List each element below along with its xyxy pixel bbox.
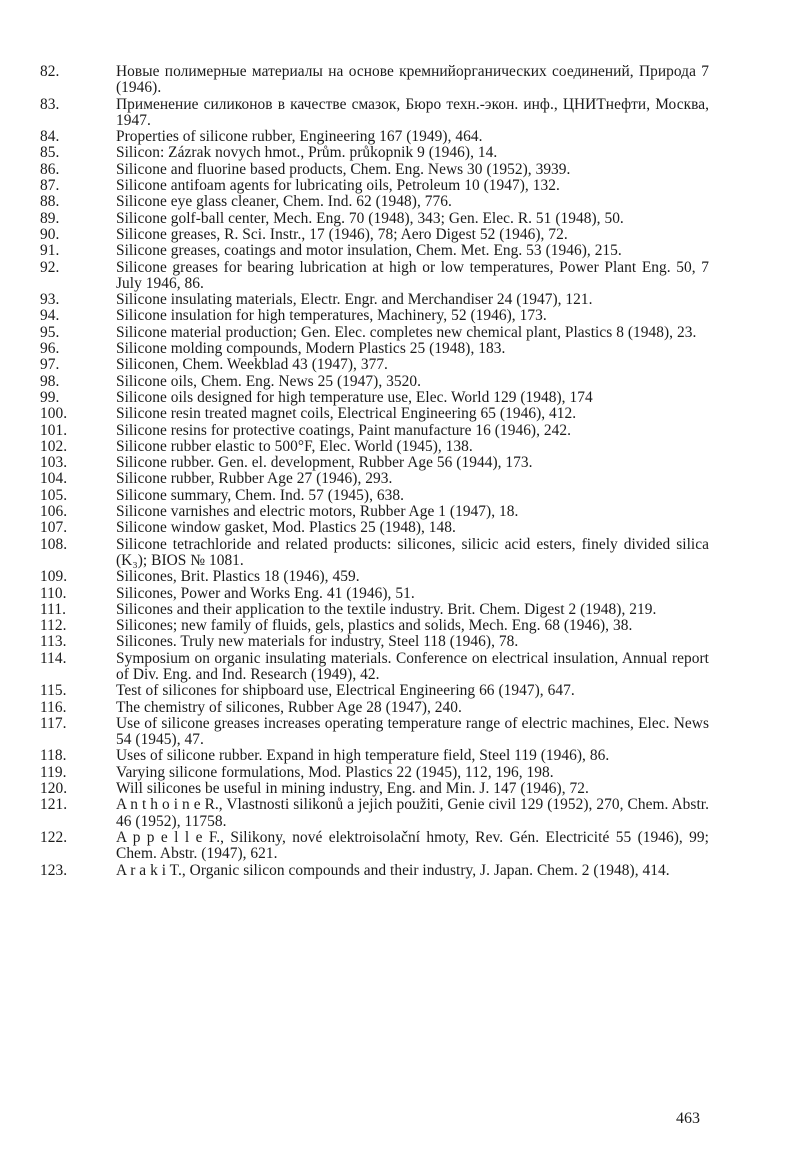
reference-number: 85. [40, 144, 60, 162]
reference-entry [0, 471, 785, 487]
reference-text: A p p e l l e F., Silikony, nové elektroisolační hmoty, Rev. Gén. Electricité 55 (1946), 99; Chem. Abstr. (1947), 621. [116, 828, 709, 863]
reference-text: Silicone varnishes and electric motors, Rubber Age 1 (1947), 18. [116, 503, 519, 521]
reference-entry [0, 781, 785, 797]
reference-number: 117. [40, 714, 67, 732]
reference-number: 108. [40, 535, 68, 553]
reference-text: Properties of silicone rubber, Engineering 167 (1949), 464. [116, 128, 483, 146]
reference-number: 103. [40, 454, 68, 472]
reference-number: 91. [40, 242, 60, 260]
reference-entry [0, 260, 785, 293]
reference-number: 115. [40, 682, 67, 700]
reference-entry [0, 194, 785, 210]
reference-text: Silicones and their application to the textile industry. Brit. Chem. Digest 2 (1948), 219. [116, 600, 657, 618]
reference-text: Silicone molding compounds, Modern Plastics 25 (1948), 183. [116, 340, 506, 358]
reference-entry [0, 374, 785, 390]
reference-number: 114. [40, 649, 67, 667]
reference-text: Silicones. Truly new materials for industry, Steel 118 (1946), 78. [116, 633, 519, 651]
reference-text: Silicone eye glass cleaner, Chem. Ind. 62 (1948), 776. [116, 193, 452, 211]
reference-number: 94. [40, 307, 60, 325]
reference-list [0, 64, 785, 879]
reference-entry [0, 488, 785, 504]
reference-number: 96. [40, 340, 60, 358]
reference-text: Will silicones be useful in mining industry, Eng. and Min. J. 147 (1946), 72. [116, 780, 589, 798]
reference-entry [0, 227, 785, 243]
reference-entry [0, 830, 785, 863]
reference-number: 93. [40, 291, 60, 309]
reference-text: Silicones, Brit. Plastics 18 (1946), 459. [116, 568, 360, 586]
reference-text: Silicone oils designed for high temperature use, Elec. World 129 (1948), 174 [116, 388, 593, 406]
reference-text: Silicones, Power and Works Eng. 41 (1946), 51. [116, 584, 415, 602]
reference-entry [0, 683, 785, 699]
reference-number: 84. [40, 128, 60, 146]
reference-text: Применение силиконов в качестве смазок, Бюро техн.-экон. инф., ЦНИТнефти, Москва, 1947. [116, 95, 709, 129]
reference-text: Silicone tetrachloride and related products: silicones, silicic acid esters, finely divided silica (K₃); BIOS № 1081. [116, 535, 709, 569]
reference-text: Silicone greases, coatings and motor insulation, Chem. Met. Eng. 53 (1946), 215. [116, 242, 622, 260]
reference-number: 87. [40, 177, 60, 195]
reference-number: 120. [40, 780, 68, 798]
reference-entry [0, 797, 785, 830]
reference-entry [0, 64, 785, 97]
reference-number: 86. [40, 160, 60, 178]
reference-entry [0, 455, 785, 471]
reference-entry [0, 406, 785, 422]
reference-number: 101. [40, 421, 68, 439]
reference-number: 113. [40, 633, 67, 651]
reference-entry [0, 308, 785, 324]
reference-text: A r a k i T., Organic silicon compounds and their industry, J. Japan. Chem. 2 (1948), 414. [116, 861, 670, 879]
reference-entry [0, 504, 785, 520]
reference-entry [0, 634, 785, 650]
reference-number: 106. [40, 503, 68, 521]
reference-entry [0, 97, 785, 130]
reference-number: 110. [40, 584, 67, 602]
reference-number: 99. [40, 388, 60, 406]
reference-entry [0, 292, 785, 308]
reference-number: 82. [40, 63, 60, 80]
reference-number: 119. [40, 763, 67, 781]
reference-entry [0, 145, 785, 161]
reference-entry [0, 162, 785, 178]
reference-number: 123. [40, 861, 68, 879]
reference-entry [0, 341, 785, 357]
reference-entry [0, 863, 785, 879]
reference-text: Silicone greases for bearing lubrication at high or low temperatures, Power Plant Eng. 50, 7 July 1946, 86. [116, 258, 709, 292]
reference-text: Silicone insulating materials, Electr. Engr. and Merchandiser 24 (1947), 121. [116, 291, 593, 309]
reference-text: Siliconen, Chem. Weekblad 43 (1947), 377. [116, 356, 388, 374]
reference-text: Silicone resins for protective coatings, Paint manufacture 16 (1946), 242. [116, 421, 572, 439]
reference-entry [0, 243, 785, 259]
reference-text: Silicone golf-ball center, Mech. Eng. 70 (1948), 343; Gen. Elec. R. 51 (1948), 50. [116, 209, 624, 227]
reference-text: Silicone and fluorine based products, Chem. Eng. News 30 (1952), 3939. [116, 160, 571, 178]
reference-entry [0, 618, 785, 634]
reference-text: Silicon: Zázrak novych hmot., Prům. průkopnik 9 (1946), 14. [116, 144, 498, 162]
reference-number: 116. [40, 698, 67, 716]
reference-text: Новые полимерные материалы на основе кремнийорганических соединений, Природа 7 (1946). [116, 63, 709, 97]
reference-text: Silicone insulation for high temperatures, Machinery, 52 (1946), 173. [116, 307, 547, 325]
reference-entry [0, 700, 785, 716]
reference-entry [0, 178, 785, 194]
reference-text: Silicone rubber, Rubber Age 27 (1946), 293. [116, 470, 393, 488]
reference-text: Silicone rubber. Gen. el. development, Rubber Age 56 (1944), 173. [116, 454, 533, 472]
reference-number: 112. [40, 617, 67, 635]
reference-number: 88. [40, 193, 60, 211]
reference-text: The chemistry of silicones, Rubber Age 28 (1947), 240. [116, 698, 462, 716]
reference-entry [0, 439, 785, 455]
reference-number: 89. [40, 209, 60, 227]
reference-number: 92. [40, 258, 60, 276]
reference-number: 118. [40, 747, 67, 765]
reference-entry [0, 748, 785, 764]
reference-entry [0, 586, 785, 602]
reference-entry [0, 129, 785, 145]
reference-entry [0, 357, 785, 373]
reference-number: 97. [40, 356, 60, 374]
reference-number: 83. [40, 95, 60, 113]
reference-number: 107. [40, 519, 68, 537]
reference-number: 122. [40, 828, 68, 846]
reference-text: Silicone summary, Chem. Ind. 57 (1945), 638. [116, 486, 405, 504]
reference-text: Symposium on organic insulating materials. Conference on electrical insulation, Annual report of Div. Eng. and Ind. Research (1949), 42. [116, 649, 709, 683]
reference-number: 95. [40, 323, 60, 341]
reference-text: A n t h o i n e R., Vlastnosti silikonů a jejich použiti, Genie civil 129 (1952), 270, Chem. Abstr. 46 (1952), 11758. [116, 796, 709, 830]
page-number: 463 [676, 1110, 700, 1127]
reference-entry [0, 716, 785, 749]
reference-entry [0, 651, 785, 684]
reference-entry [0, 325, 785, 341]
reference-text: Silicone resin treated magnet coils, Electrical Engineering 65 (1946), 412. [116, 405, 577, 423]
reference-number: 109. [40, 568, 68, 586]
reference-text: Silicone rubber elastic to 500°F, Elec. World (1945), 138. [116, 437, 473, 455]
reference-number: 111. [40, 600, 66, 618]
reference-text: Varying silicone formulations, Mod. Plastics 22 (1945), 112, 196, 198. [116, 763, 554, 781]
reference-number: 105. [40, 486, 68, 504]
reference-number: 104. [40, 470, 68, 488]
reference-entry [0, 423, 785, 439]
reference-number: 121. [40, 796, 68, 814]
reference-entry [0, 569, 785, 585]
reference-text: Test of silicones for shipboard use, Electrical Engineering 66 (1947), 647. [116, 682, 575, 700]
reference-text: Silicone greases, R. Sci. Instr., 17 (1946), 78; Aero Digest 52 (1946), 72. [116, 225, 568, 243]
reference-entry [0, 520, 785, 536]
reference-entry [0, 537, 785, 570]
reference-text: Silicones; new family of fluids, gels, plastics and solids, Mech. Eng. 68 (1946), 38. [116, 617, 633, 635]
reference-entry [0, 765, 785, 781]
reference-text: Silicone window gasket, Mod. Plastics 25 (1948), 148. [116, 519, 456, 537]
reference-text: Silicone antifoam agents for lubricating oils, Petroleum 10 (1947), 132. [116, 177, 560, 195]
reference-text: Silicone material production; Gen. Elec. completes new chemical plant, Plastics 8 (1948), 23. [116, 323, 697, 341]
reference-entry [0, 390, 785, 406]
reference-text: Use of silicone greases increases operating temperature range of electric machines, Elec. News 54 (1945), 47. [116, 714, 709, 749]
reference-number: 102. [40, 437, 68, 455]
reference-text: Silicone oils, Chem. Eng. News 25 (1947), 3520. [116, 372, 422, 390]
reference-entry [0, 211, 785, 227]
reference-number: 98. [40, 372, 60, 390]
reference-number: 100. [40, 405, 68, 423]
reference-text: Uses of silicone rubber. Expand in high temperature field, Steel 119 (1946), 86. [116, 747, 610, 765]
reference-number: 90. [40, 225, 60, 243]
reference-entry [0, 602, 785, 618]
